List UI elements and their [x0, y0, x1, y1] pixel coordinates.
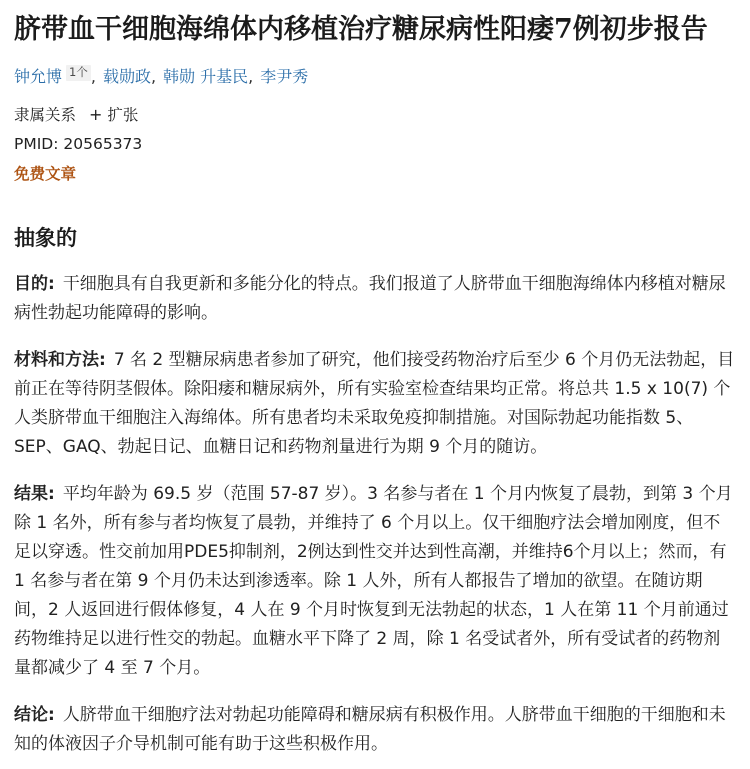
expand-label: 扩张: [107, 106, 139, 125]
free-article-badge: 免费文章: [14, 165, 77, 184]
affiliations-expand-button[interactable]: [89, 103, 138, 125]
section-text: 7 名 2 型糖尿病患者参加了研究，他们接受药物治疗后至少 6 个月仍无法勃起，目前正在等待阴茎假体。除阳痿和糖尿病外，所有实验室检查结果均正常。将总共 1.5 x 10(7) 个人类脐带血干细胞注入海绵体。所有患者均未采取免疫抑制措施。对国际勃起功能指数 5、SEP、GAQ、勃起日记、血糖日记和药物剂量进行为期 9 个月的随访。: [14, 350, 735, 458]
affiliation-superscript-badge[interactable]: 1个: [66, 65, 91, 81]
abstract-heading: 抽象的: [14, 226, 77, 251]
section-label: 目的:: [14, 274, 55, 295]
author-link[interactable]: 李尹秀: [260, 67, 309, 87]
section-text: 干细胞具有自我更新和多能分化的特点。我们报道了人脐带血干细胞海绵体内移植对糖尿病性勃起功能障碍的影响。: [14, 274, 726, 324]
affiliations-label: 隶属关系: [14, 106, 77, 125]
pmid-label: PMID:: [14, 135, 59, 154]
section-text: 平均年龄为 69.5 岁（范围 57-87 岁）。3 名参与者在 1 个月内恢复了晨勃，到第 3 个月除 1 名外，所有参与者均恢复了晨勃，并维持了 6 个月以上。仅干细胞疗法会增加刚度，但不足以穿透。性交前加用PDE5抑制剂，2例达到性交并达到性高潮，并维持6个月以上；然而，有 1 名参与者在第 9 个月仍未达到渗透率。除 1 人外，所有人都报告了增加的欲望。在随访期间，2 人返回进行假体修复，4 人在 9 个月时恢复到无法勃起的状态，1 人在第 11 个月前通过药物维持足以进行性交的勃起。血糖水平下降了 2 周，除 1 名受试者外，所有受试者的药物剂量都减少了 4 至 7 个月。: [14, 484, 733, 679]
author-link[interactable]: 韩勋 升基民: [163, 67, 249, 87]
section-label: 结果:: [14, 484, 55, 505]
abstract-section-results: [14, 480, 735, 683]
author: [260, 67, 308, 86]
abstract-section-conclusion: [14, 701, 735, 759]
section-label: 结论:: [14, 705, 55, 726]
section-text: 人脐带血干细胞疗法对勃起功能障碍和糖尿病有积极作用。人脐带血干细胞的干细胞和未知的体液因子介导机制可能有助于这些积极作用。: [14, 705, 726, 755]
author: [14, 67, 103, 86]
author-separator: ,: [248, 67, 254, 87]
page-title: 脐带血干细胞海绵体内移植治疗糖尿病性阳痿7例初步报告: [14, 14, 708, 45]
authors-line: [14, 64, 735, 87]
pmid-value: 20565373: [63, 135, 143, 154]
pmid-row: [14, 135, 735, 153]
author: [163, 67, 260, 86]
author-link[interactable]: 载勋政: [102, 67, 151, 87]
section-label: 材料和方法:: [14, 350, 106, 371]
author-link[interactable]: 钟允博: [14, 67, 63, 87]
affiliations-row: [14, 103, 735, 125]
abstract-section-objective: [14, 270, 735, 328]
abstract-section-methods: [14, 346, 735, 462]
plus-icon: +: [88, 105, 103, 125]
author-separator: ,: [150, 67, 157, 87]
author: [103, 67, 163, 86]
author-separator: ,: [90, 67, 96, 87]
